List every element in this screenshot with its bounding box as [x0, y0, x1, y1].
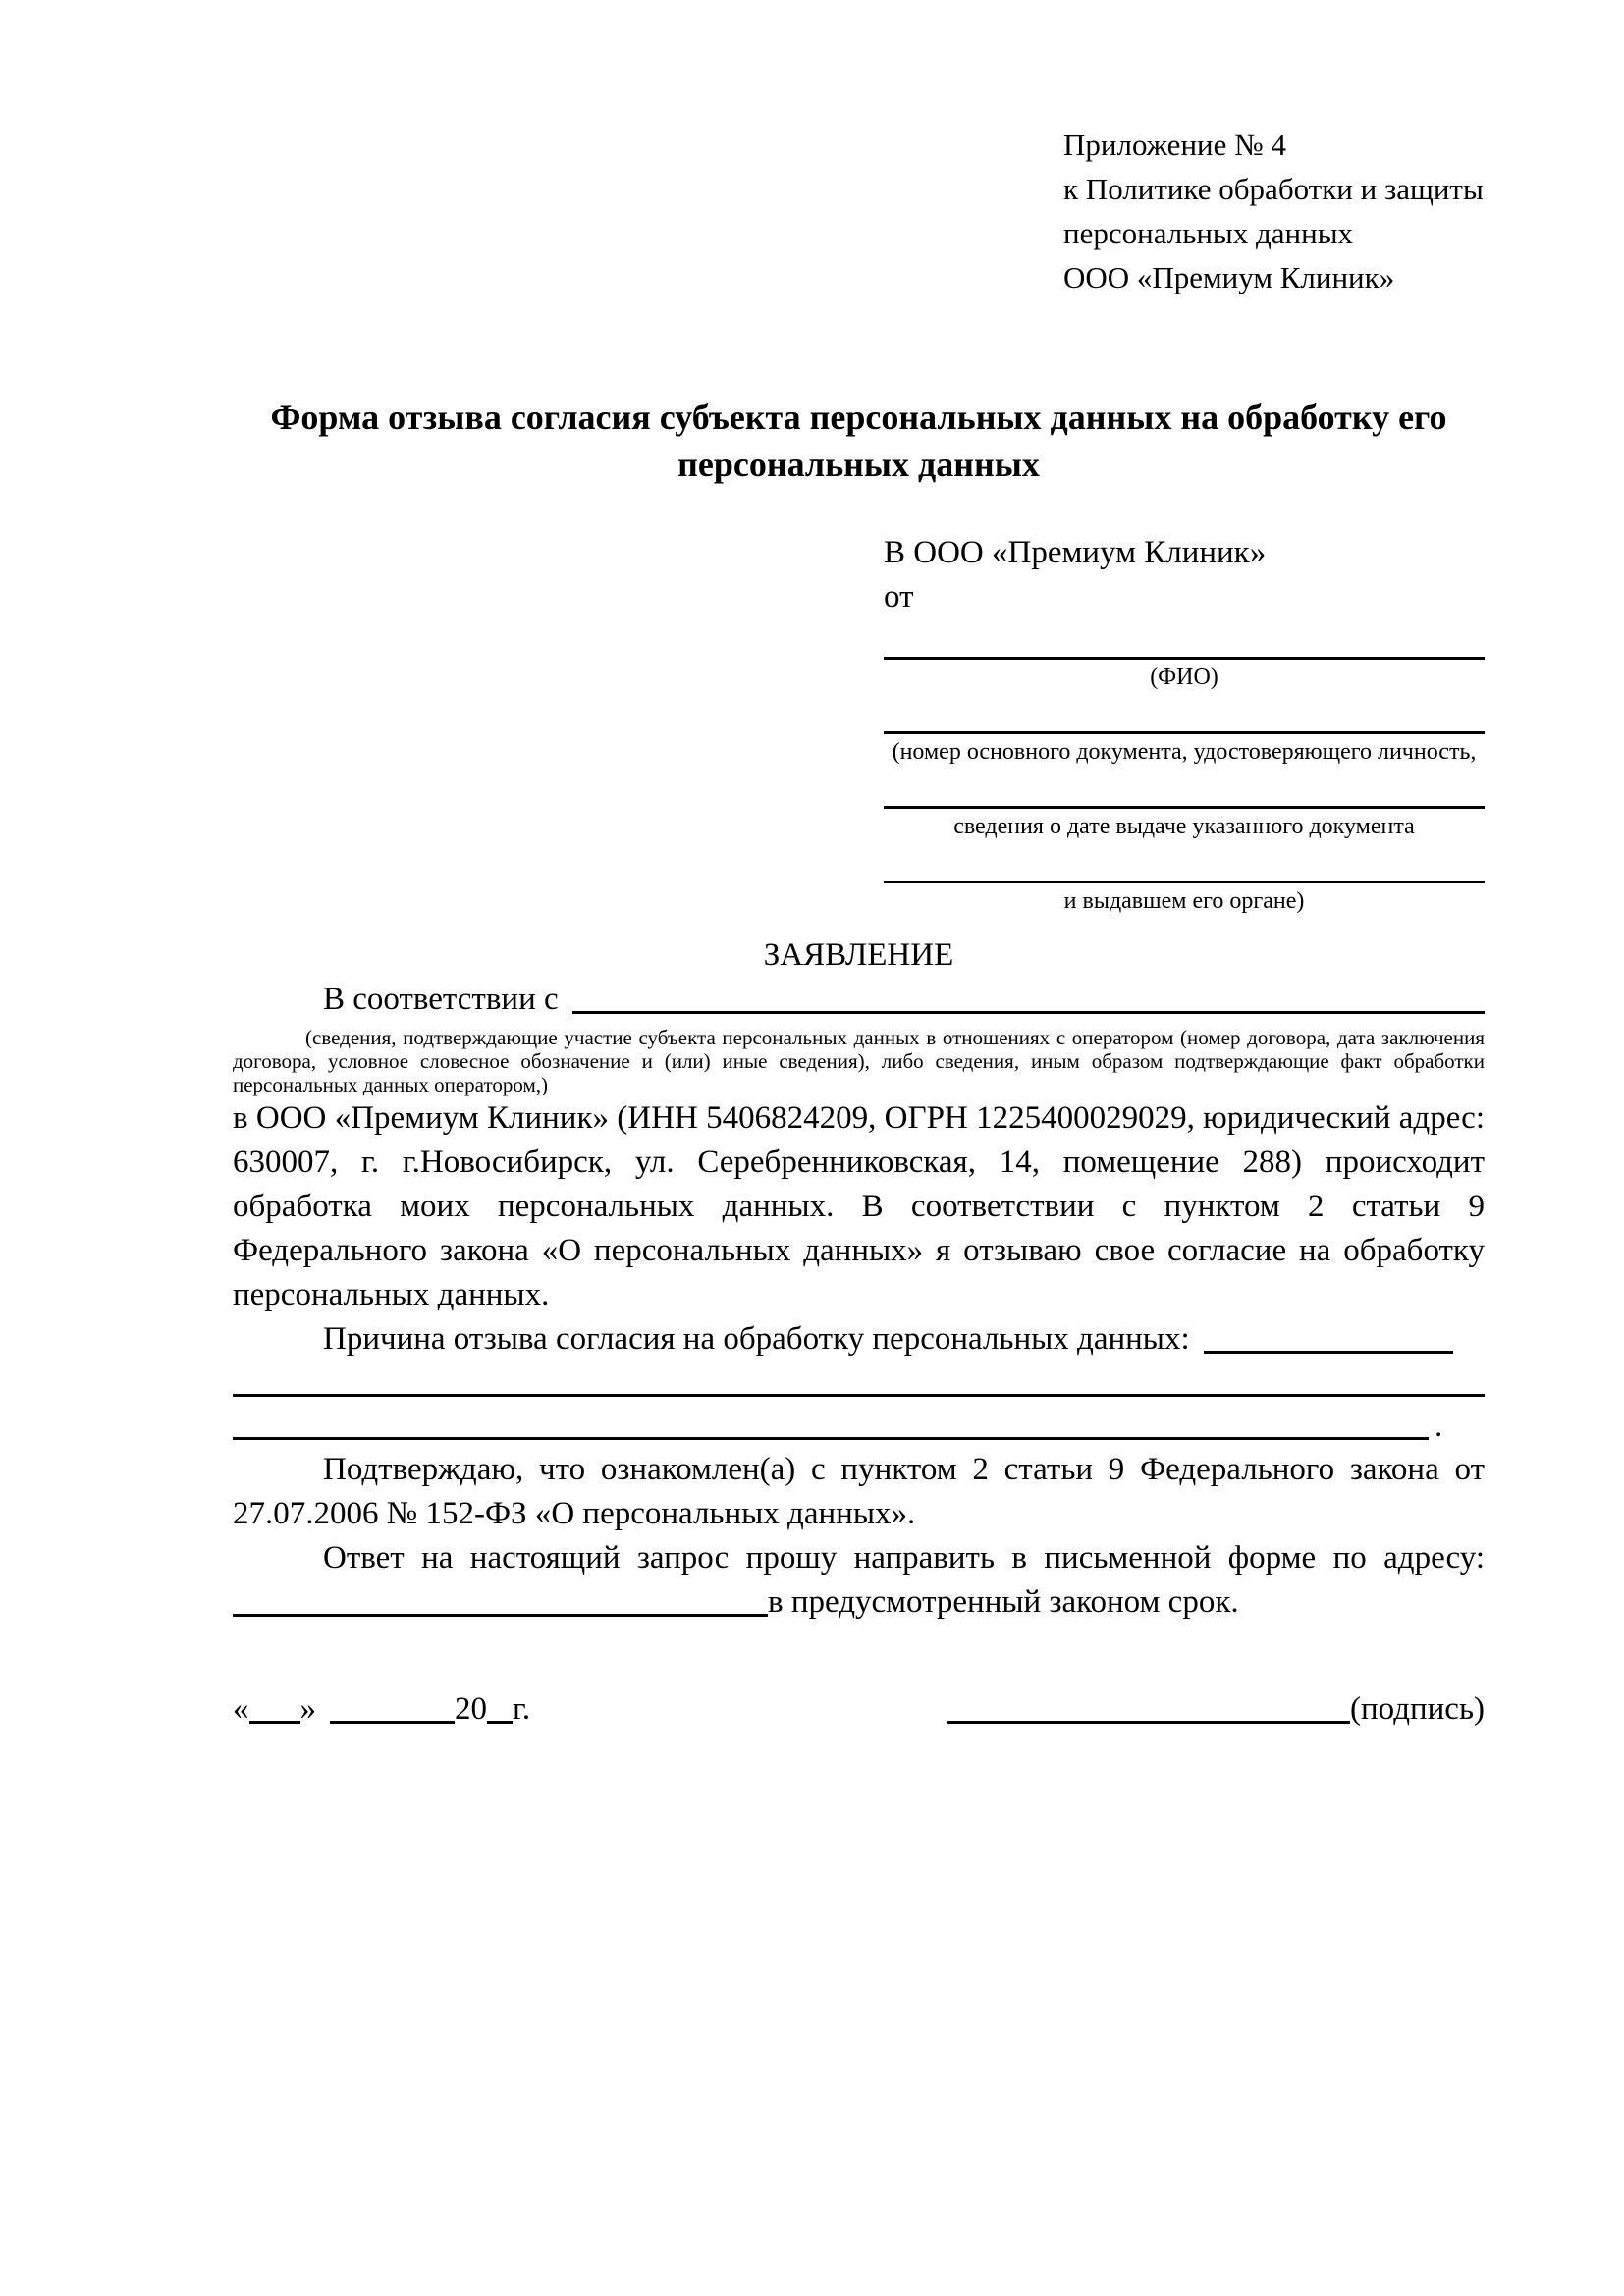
intro-prefix: В соответствии с	[323, 982, 559, 1017]
intro-note: (сведения, подтверждающие участие субъекта персональных данных в отношениях с оператором (номер договора, дата заключения договора, условное словесное обозначение и (или) иные сведения), либо сведения, иным образом подтверждающие факт обработки персональных данных оператором,)	[233, 1026, 1485, 1096]
write-in-line-1	[233, 1362, 1485, 1405]
day-close-quote: »	[299, 1691, 316, 1727]
day-open-quote: «	[233, 1691, 249, 1727]
year-suffix: г.	[513, 1691, 531, 1727]
appendix-header-line: к Политике обработки и защиты	[1063, 172, 1484, 206]
reply-address-line	[233, 1580, 1485, 1625]
reason-label: Причина отзыва согласия на обработку персональных данных:	[323, 1321, 1190, 1357]
reason-terminator: .	[1435, 1409, 1443, 1444]
signature-caption: (подпись)	[1350, 1691, 1485, 1727]
signature-blank-line	[947, 1719, 1350, 1724]
fio-blank-line	[884, 619, 1485, 660]
reason-blank-line	[1204, 1351, 1453, 1354]
write-in-rule	[233, 1437, 1429, 1440]
statement-heading: ЗАЯВЛЕНИЕ	[763, 937, 954, 973]
issue-date-caption: сведения о дате выдаче указанного документа	[953, 814, 1415, 839]
reply-address-blank-line	[233, 1614, 768, 1617]
issue-date-blank-line	[884, 769, 1485, 809]
write-in-rule	[233, 1394, 1485, 1397]
write-in-line-2	[233, 1405, 1485, 1448]
appendix-header	[1063, 123, 1485, 299]
appendix-header-line: Приложение № 4	[1063, 128, 1286, 162]
addressee-to-line: В ООО «Премиум Клиник»	[884, 535, 1267, 570]
year-prefix: 20	[455, 1691, 487, 1727]
statement-body: в ООО «Премиум Клиник» (ИНН 5406824209, ОГРН 1225400029029, юридический адрес: 630007, г. г.Новосибирск, ул. Серебренниковская, 14, помещение 288) происходит обработка моих персональных данных. В соответствии с пунктом 2 статьи 9 Федерального закона «О персональных данных» я отзываю свое согласие на обработку персональных данных.	[233, 1100, 1485, 1312]
reply-suffix: в предусмотренный законом срок.	[768, 1584, 1239, 1620]
issuing-authority-caption: и выдавшем его органе)	[1063, 888, 1305, 914]
document-number-caption: (номер основного документа, удостоверяющего личность,	[892, 739, 1477, 765]
appendix-header-line: персональных данных	[1063, 216, 1354, 250]
confirmation-paragraph: Подтверждаю, что ознакомлен(а) с пунктом 2 статьи 9 Федерального закона от 27.07.2006 № 152-ФЗ «О персональных данных».	[233, 1452, 1485, 1531]
month-blank-line	[330, 1719, 455, 1724]
page-title: Форма отзыва согласия субъекта персональных данных на обработку его персональных данных	[270, 398, 1447, 484]
day-blank-line	[249, 1719, 300, 1724]
intro-blank-line	[572, 1011, 1485, 1014]
reply-request-paragraph: Ответ на настоящий запрос прошу направить в письменной форме по адресу:	[323, 1540, 1485, 1575]
addressee-block	[884, 531, 1485, 918]
fio-caption: (ФИО)	[1150, 665, 1218, 690]
intro-line	[233, 978, 1485, 1022]
issuing-authority-blank-line	[884, 843, 1485, 883]
addressee-from-label: от	[884, 579, 914, 614]
reason-line	[233, 1317, 1485, 1362]
document-number-blank-line	[884, 694, 1485, 734]
date-line	[233, 1687, 530, 1732]
signature-line	[947, 1687, 1485, 1732]
appendix-header-line: ООО «Премиум Клиник»	[1063, 260, 1395, 294]
date-signature-row	[233, 1687, 1485, 1732]
year-blank-line	[487, 1719, 513, 1724]
